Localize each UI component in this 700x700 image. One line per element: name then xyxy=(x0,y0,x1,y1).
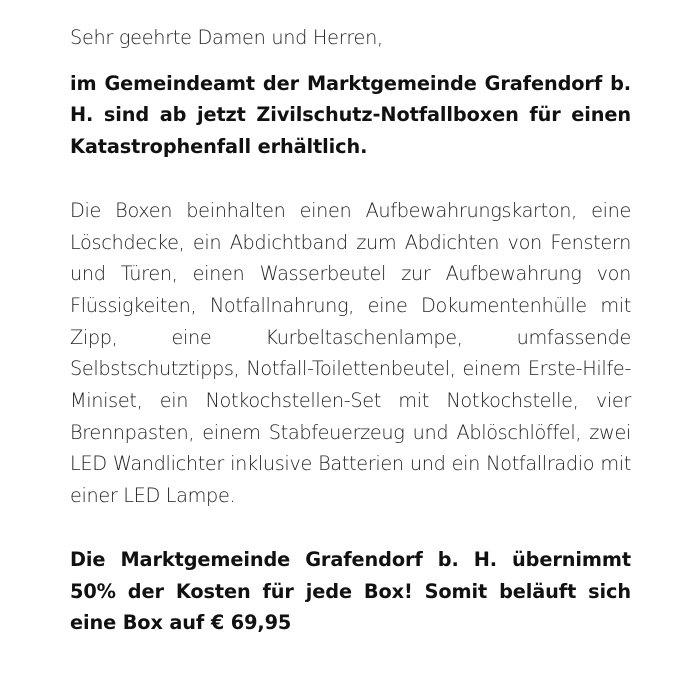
intro-paragraph: im Gemeindeamt der Marktgemeinde Grafendorf b. H. sind ab jetzt Zivilschutz-Notfallboxen für einen Katastrophenfall erhältlich. xyxy=(70,71,631,159)
greeting-line: Sehr geehrte Damen und Herren, xyxy=(70,26,383,49)
spacer xyxy=(70,512,631,544)
price-paragraph: Die Marktgemeinde Grafendorf b. H. übernimmt 50% der Kosten für jede Box! Somit beläuft sich eine Box auf € 69,95 xyxy=(70,547,631,635)
spacer xyxy=(70,54,631,68)
spacer xyxy=(70,163,631,195)
letter-document xyxy=(70,22,631,639)
contents-paragraph: Die Boxen beinhalten einen Aufbewahrungskarton, eine Löschdecke, ein Abdichtband zum Abdichten von Fenstern und Türen, einen Wasserbeutel zur Aufbewahrung von Flüssigkeiten, Notfallnahrung, eine Dokumentenhülle mit Zipp, eine Kurbeltaschenlampe, umfassende Selbstschutztipps, Notfall-Toilettenbeutel, einem Erste-Hilfe-Miniset, ein Notkochstellen-Set mit Notkochstelle, vier Brennpasten, einem Stabfeuerzeug und Ablöschlöffel, zwei LED Wandlichter inklusive Batterien und ein Notfallradio mit einer LED Lampe. xyxy=(70,198,631,508)
